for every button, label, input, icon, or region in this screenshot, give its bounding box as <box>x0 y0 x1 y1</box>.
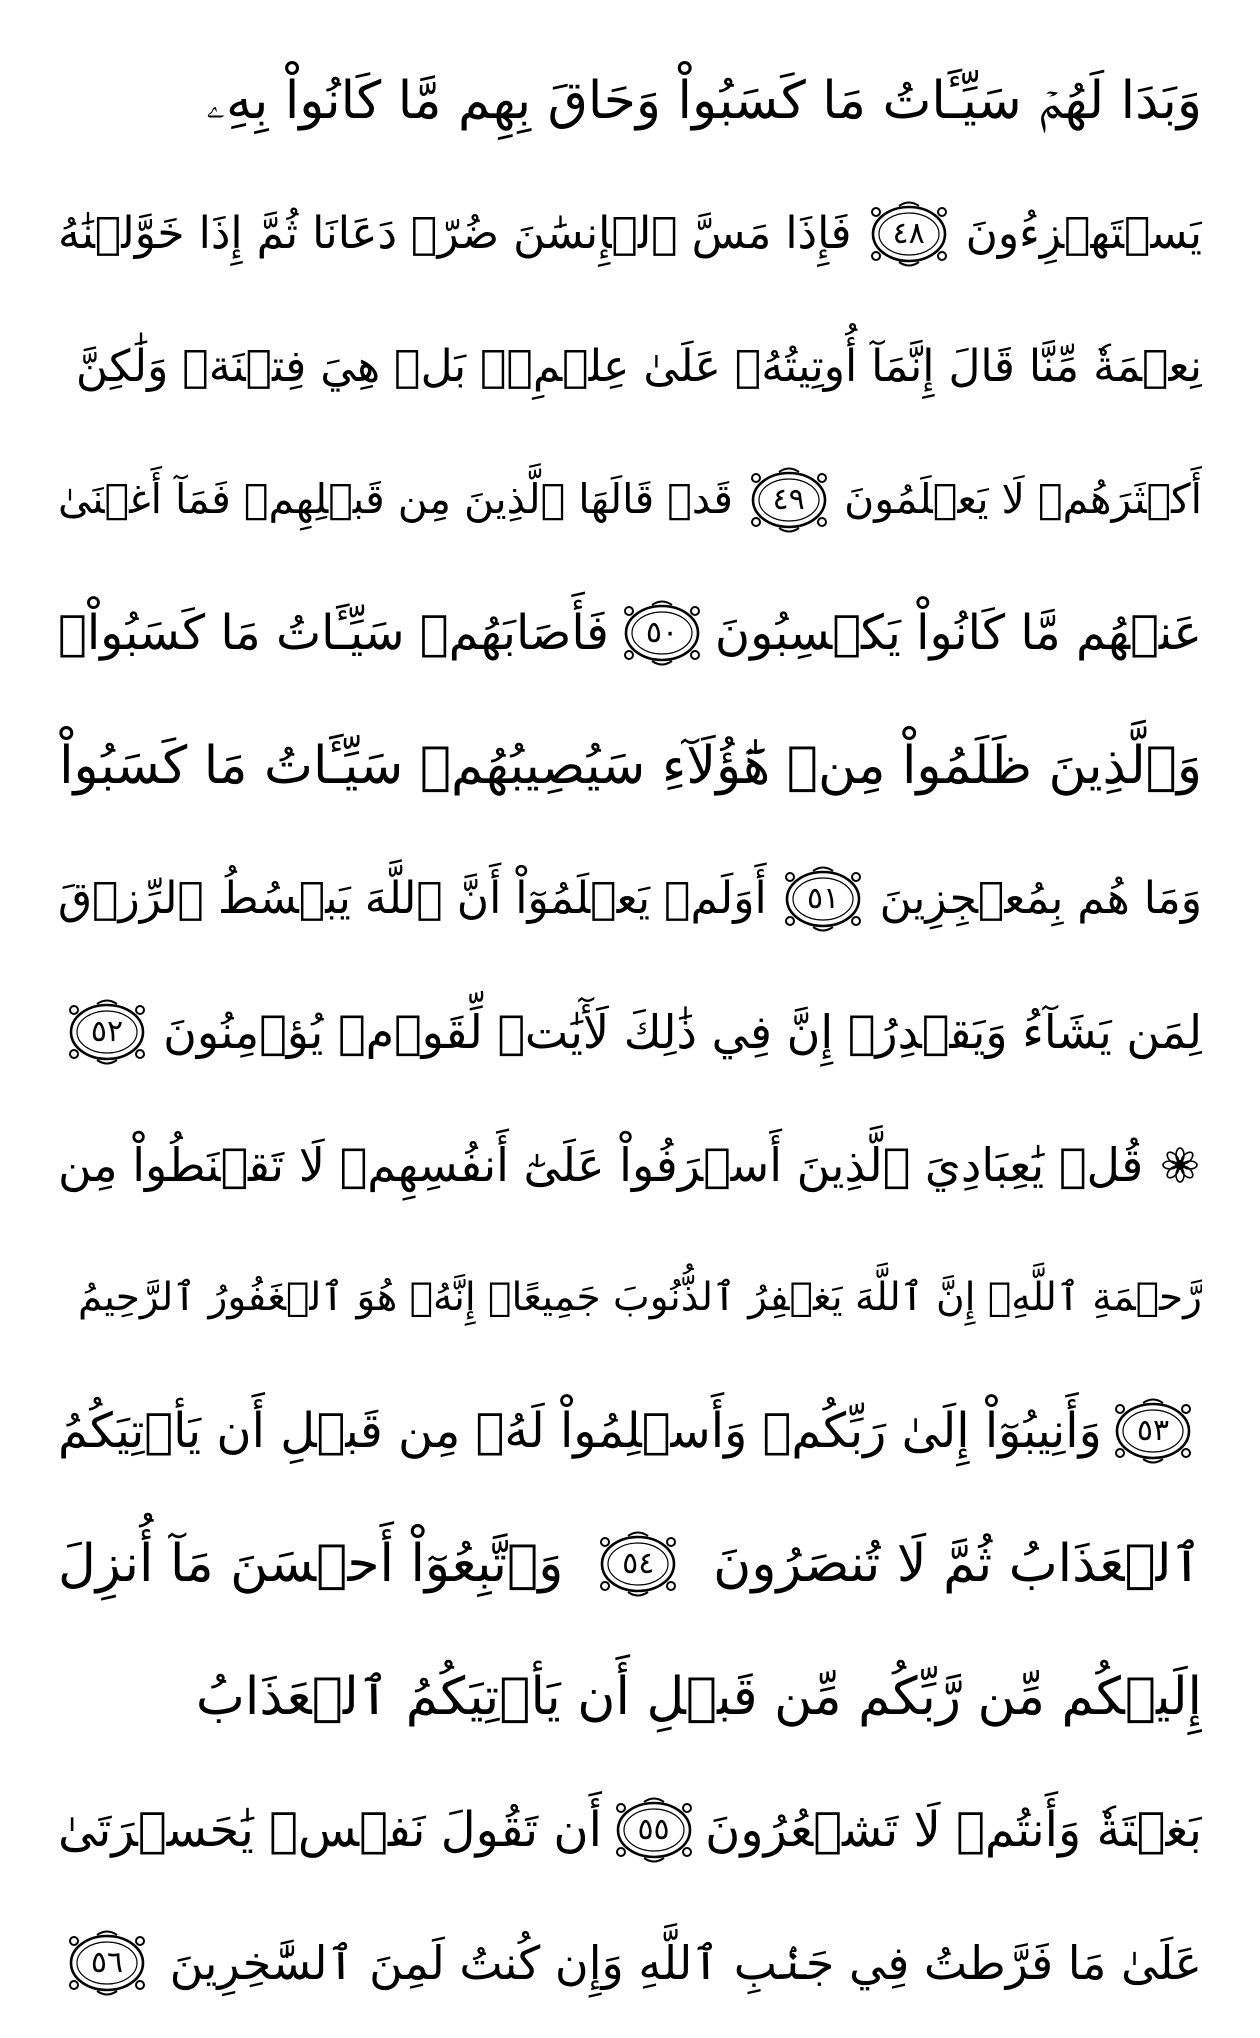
verse-text: وَٱتَّبِعُوٓاْ أَحۡسَنَ مَآ أُنزِلَ <box>58 1533 564 1594</box>
verse-line <box>58 566 1202 699</box>
verse-text: أَكۡثَرَهُمۡ لَا يَعۡلَمُونَ <box>844 475 1202 523</box>
ayah-number: ٥٢ <box>90 1013 124 1049</box>
verse-line <box>58 1497 1202 1630</box>
ayah-number: ٤٩ <box>772 481 805 517</box>
verse-line <box>58 1098 1202 1231</box>
ayah-number: ٥٣ <box>1136 1412 1170 1448</box>
verse-text: قُلۡ يَٰعِبَادِيَ ٱلَّذِينَ أَسۡرَفُواْ عَلَىٰٓ أَنفُسِهِمۡ لَا تَقۡنَطُواْ مِن <box>58 1137 1144 1192</box>
verse-line <box>58 699 1202 832</box>
verse-text: وَٱلَّذِينَ ظَلَمُواْ مِنۡ هَٰٓؤُلَآءِ سَيُصِيبُهُمۡ سَيِّـَٔاتُ مَا كَسَبُواْ <box>59 735 1202 796</box>
verse-text: وَمَا هُم بِمُعۡجِزِينَ <box>879 872 1202 924</box>
verse-line <box>58 1231 1202 1364</box>
ayah-number: ٥١ <box>807 880 840 916</box>
verse-text: رَّحۡمَةِ ٱللَّهِۚ إِنَّ ٱللَّهَ يَغۡفِرُ ٱلذُّنُوبَ جَمِيعًاۚ إِنَّهُۥ هُوَ ٱلۡغَفُورُ ٱلرَّحِيمُ <box>78 1275 1202 1320</box>
ayah-number: ٥٥ <box>637 1811 670 1847</box>
verse-text: لِمَن يَشَآءُ وَيَقۡدِرُۚ إِنَّ فِي ذَٰلِكَ لَأٓيَٰتٖ لِّقَوۡمٖ يُؤۡمِنُونَ <box>163 1004 1202 1059</box>
verse-text: قَدۡ قَالَهَا ٱلَّذِينَ مِن قَبۡلِهِمۡ فَمَآ أَغۡنَىٰ <box>58 475 734 523</box>
verse-text: بَغۡتَةٗ وَأَنتُمۡ لَا تَشۡعُرُونَ <box>705 1801 1202 1858</box>
verse-line <box>58 1763 1202 1896</box>
ayah-number-marker <box>64 996 150 1068</box>
verse-line <box>58 34 1202 167</box>
verse-text: إِلَيۡكُم مِّن رَّبِّكُم مِّن قَبۡلِ أَن يَأۡتِيَكُمُ ٱلۡعَذَابُ <box>195 1666 1202 1727</box>
ayah-number-marker <box>619 597 705 669</box>
verse-text: فَإِذَا مَسَّ ٱلۡإِنسَٰنَ ضُرّٞ دَعَانَا ثُمَّ إِذَا خَوَّلۡنَٰهُ <box>58 207 852 259</box>
verse-text: ٱلۡعَذَابُ ثُمَّ لَا تُنصَرُونَ <box>713 1533 1202 1594</box>
ayah-number: ٤٨ <box>892 215 925 251</box>
verse-line <box>58 1364 1202 1497</box>
verse-text: عَنۡهُم مَّا كَانُواْ يَكۡسِبُونَ <box>714 604 1202 661</box>
verse-line <box>58 433 1202 566</box>
ayah-number-marker <box>866 198 952 270</box>
verse-text: أَوَلَمۡ يَعۡلَمُوٓاْ أَنَّ ٱللَّهَ يَبۡسُطُ ٱلرِّزۡقَ <box>58 872 767 924</box>
ayah-number-marker <box>746 464 832 536</box>
verse-text: وَأَنِيبُوٓاْ إِلَىٰ رَبِّكُمۡ وَأَسۡلِمُواْ لَهُۥ مِن قَبۡلِ أَن يَأۡتِيَكُمُ <box>58 1402 1102 1459</box>
verse-line <box>58 167 1202 300</box>
ayah-number: ٥٦ <box>90 1944 124 1980</box>
verse-line <box>58 1630 1202 1763</box>
verse-line <box>58 1896 1202 2029</box>
verse-text: نِعۡمَةٗ مِّنَّا قَالَ إِنَّمَآ أُوتِيتُهُۥ عَلَىٰ عِلۡمِۭۚ بَلۡ هِيَ فِتۡنَةٞ وَلَٰكِنَّ <box>75 340 1202 392</box>
ayah-number-marker <box>64 1927 150 1999</box>
verse-line <box>58 832 1202 965</box>
verse-text: أَن تَقُولَ نَفۡسٞ يَٰحَسۡرَتَىٰ <box>58 1801 602 1858</box>
verse-text: وَبَدَا لَهُمۡ سَيِّـَٔاتُ مَا كَسَبُواْ وَحَاقَ بِهِم مَّا كَانُواْ بِهِۦ <box>206 70 1202 131</box>
verse-lines <box>58 34 1202 2029</box>
verse-text: عَلَىٰ مَا فَرَّطتُ فِي جَنۢبِ ٱللَّهِ وَإِن كُنتُ لَمِنَ ٱلسَّٰخِرِينَ <box>169 1935 1202 1990</box>
ayah-number: ٥٠ <box>645 614 679 650</box>
verse-line <box>58 300 1202 433</box>
ayah-number: ٥٤ <box>622 1545 655 1581</box>
sajda-mark-icon <box>1158 1143 1202 1187</box>
ayah-number-marker <box>611 1794 697 1866</box>
ayah-number-marker <box>595 1528 681 1600</box>
verse-line <box>58 965 1202 1098</box>
verse-text: فَأَصَابَهُمۡ سَيِّـَٔاتُ مَا كَسَبُواْۚ <box>58 604 609 661</box>
ayah-number-marker <box>1110 1395 1196 1467</box>
ayah-number-marker <box>780 863 866 935</box>
verse-text: يَسۡتَهۡزِءُونَ <box>965 207 1202 259</box>
